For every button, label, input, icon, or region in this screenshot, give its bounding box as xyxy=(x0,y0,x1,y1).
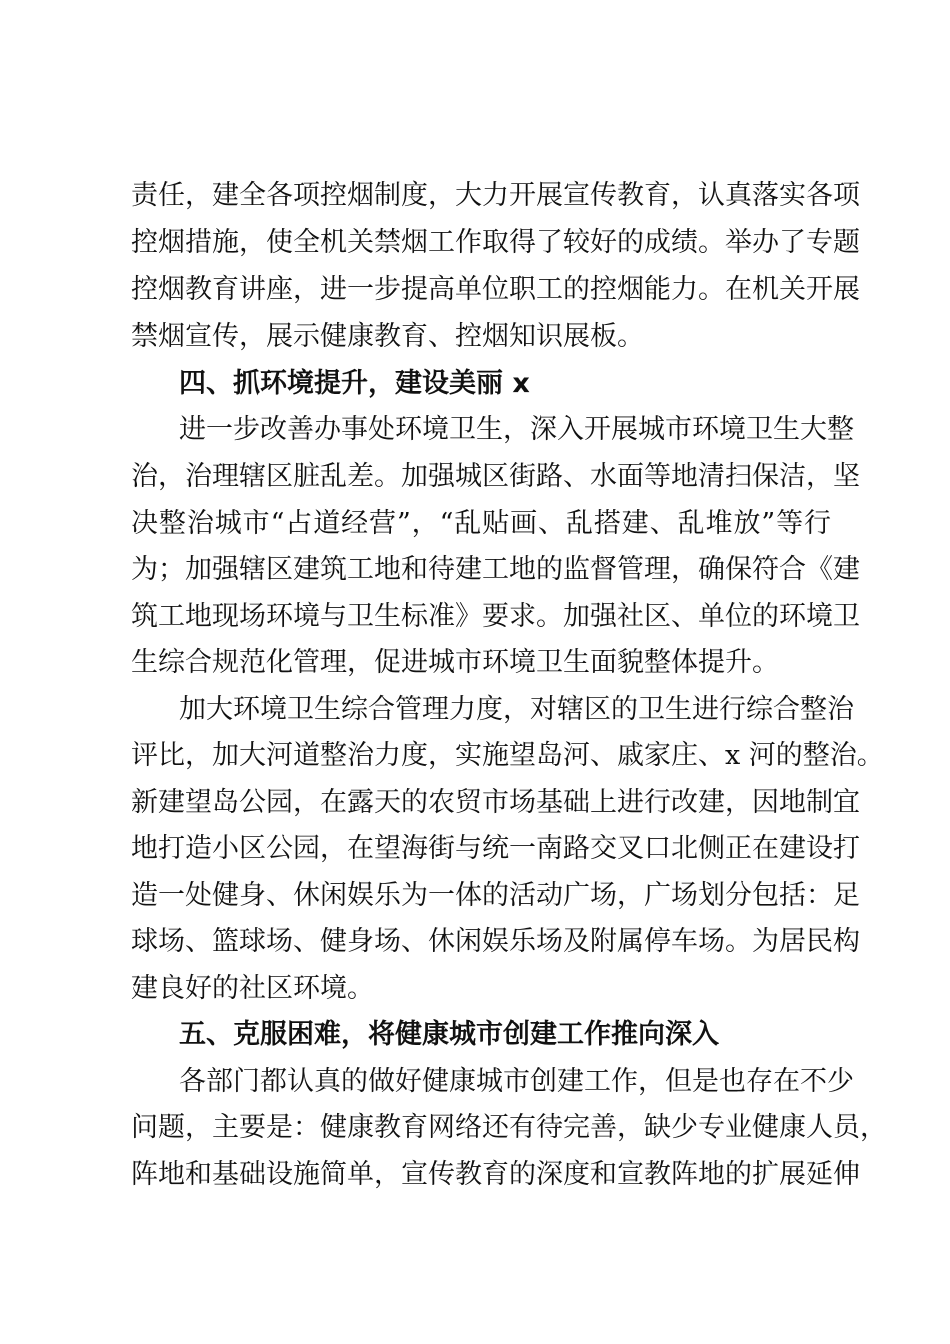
body-text-line: 决整治城市“占道经营”，“乱贴画、乱搭建、乱堆放”等行 xyxy=(131,508,831,539)
body-text-line: 治，治理辖区脏乱差。加强城区街路、水面等地清扫保洁，坚 xyxy=(131,461,860,492)
body-text-line: 问题，主要是：健康教育网络还有待完善，缺少专业健康人员， xyxy=(131,1112,887,1143)
paragraph-first-line: 进一步改善办事处环境卫生，深入开展城市环境卫生大整 xyxy=(179,414,854,445)
body-text-line: 球场、篮球场、健身场、休闲娱乐场及附属停车场。为居民构 xyxy=(131,926,860,957)
body-text-line: 控烟教育讲座，进一步提高单位职工的控烟能力。在机关开展 xyxy=(131,274,860,305)
body-text-line: 为；加强辖区建筑工地和待建工地的监督管理，确保符合《建 xyxy=(131,554,860,585)
body-text-line: 筑工地现场环境与卫生标准》要求。加强社区、单位的环境卫 xyxy=(131,601,860,632)
body-text-line: 阵地和基础设施简单，宣传教育的深度和宣教阵地的扩展延伸 xyxy=(131,1159,860,1190)
section-heading-5: 五、克服困难，将健康城市创建工作推向深入 xyxy=(179,1019,719,1050)
body-text-line: 禁烟宣传，展示健康教育、控烟知识展板。 xyxy=(131,321,644,352)
section-heading-4: 四、抓环境提升，建设美丽 x xyxy=(179,368,530,399)
paragraph-first-line: 各部门都认真的做好健康城市创建工作，但是也存在不少 xyxy=(179,1066,854,1097)
body-text-line: 造一处健身、休闲娱乐为一体的活动广场，广场划分包括：足 xyxy=(131,880,860,911)
body-text-line: 地打造小区公园，在望海街与统一南路交叉口北侧正在建设打 xyxy=(131,833,860,864)
body-text-line: 评比，加大河道整治力度，实施望岛河、戚家庄、x 河的整治。 xyxy=(131,740,884,771)
body-text-line: 控烟措施，使全机关禁烟工作取得了较好的成绩。举办了专题 xyxy=(131,227,860,258)
body-text-line: 生综合规范化管理，促进城市环境卫生面貌整体提升。 xyxy=(131,647,779,678)
body-text-line: 建良好的社区环境。 xyxy=(131,973,374,1004)
paragraph-first-line: 加大环境卫生综合管理力度，对辖区的卫生进行综合整治 xyxy=(179,694,854,725)
body-text-line: 责任，建全各项控烟制度，大力开展宣传教育，认真落实各项 xyxy=(131,180,860,211)
body-text-line: 新建望岛公园，在露天的农贸市场基础上进行改建，因地制宜 xyxy=(131,787,860,818)
